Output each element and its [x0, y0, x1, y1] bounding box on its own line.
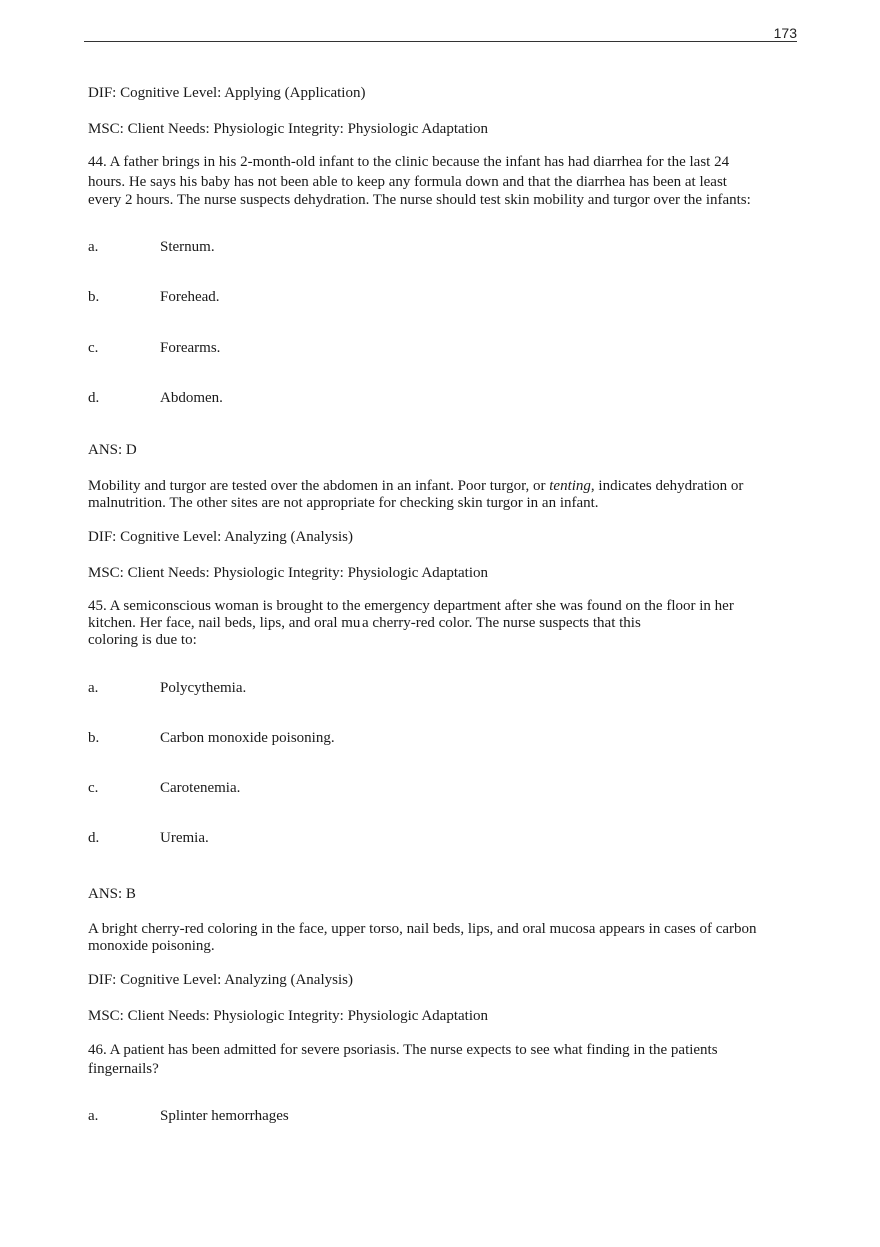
question-44-stem-line-3: every 2 hours. The nurse suspects dehydration. The nurse should test skin mobility and turgor over the infants:: [88, 192, 751, 208]
option-text: Splinter hemorrhages: [160, 1108, 289, 1124]
option-text: Sternum.: [160, 239, 215, 255]
rationale-text: Mobility and turgor are tested over the abdomen in an infant. Poor turgor, or: [88, 478, 550, 494]
option-text: Polycythemia.: [160, 680, 247, 696]
question-44-stem-line-2: hours. He says his baby has not been able to keep any formula down and that the diarrhea has been at least: [88, 174, 727, 190]
option-letter: d.: [88, 830, 100, 846]
option-letter: b.: [88, 289, 100, 305]
question-44-stem-line-1: 44. A father brings in his 2-month-old infant to the clinic because the infant has had diarrhea for the last 24: [88, 154, 730, 170]
option-text: Carotenemia.: [160, 780, 241, 796]
msc-line: MSC: Client Needs: Physiologic Integrity: Physiologic Adaptation: [88, 565, 488, 581]
msc-line: MSC: Client Needs: Physiologic Integrity: Physiologic Adaptation: [88, 121, 488, 137]
rationale-44-line-2: malnutrition. The other sites are not appropriate for checking skin turgor in an infant.: [88, 495, 599, 511]
option-text: Forearms.: [160, 340, 221, 356]
stem-fragment: kitchen. Her face, nail beds, lips, and oral mu: [88, 615, 361, 631]
option-text: Abdomen.: [160, 390, 223, 406]
question-46-stem-line-2: fingernails?: [88, 1061, 159, 1077]
dif-line: DIF: Cognitive Level: Applying (Application): [88, 85, 366, 101]
option-letter: c.: [88, 340, 99, 356]
msc-line: MSC: Client Needs: Physiologic Integrity: Physiologic Adaptation: [88, 1008, 488, 1024]
question-45-stem-line-3: coloring is due to:: [88, 632, 197, 648]
rationale-45-line-1: A bright cherry-red coloring in the face, upper torso, nail beds, lips, and oral mucosa appears in cases of carbon: [88, 921, 757, 937]
rationale-45-line-2: monoxide poisoning.: [88, 938, 215, 954]
option-letter: a.: [88, 1108, 99, 1124]
rationale-text: , indicates dehydration or: [590, 478, 744, 494]
rationale-44-line-1: [88, 477, 743, 495]
answer-44: ANS: D: [88, 442, 137, 458]
rationale-emphasis: tenting: [549, 478, 591, 494]
question-45-stem-line-2: [0, 614, 880, 632]
option-letter: a.: [88, 239, 99, 255]
question-46-stem-line-1: 46. A patient has been admitted for severe psoriasis. The nurse expects to see what finding in the patients: [88, 1042, 718, 1058]
option-text: Forehead.: [160, 289, 220, 305]
dif-line: DIF: Cognitive Level: Analyzing (Analysis): [88, 972, 353, 988]
option-letter: b.: [88, 730, 100, 746]
answer-45: ANS: B: [88, 886, 136, 902]
stem-fragment: a cherry-red color. The nurse suspects that this: [362, 615, 641, 631]
page-number: 173: [773, 25, 797, 41]
option-text: Uremia.: [160, 830, 209, 846]
question-45-stem-line-1: 45. A semiconscious woman is brought to the emergency department after she was found on the floor in her: [88, 598, 734, 614]
option-text: Carbon monoxide poisoning.: [160, 730, 335, 746]
option-letter: c.: [88, 780, 99, 796]
option-letter: d.: [88, 390, 100, 406]
dif-line: DIF: Cognitive Level: Analyzing (Analysis): [88, 529, 353, 545]
header-rule: [84, 41, 797, 42]
option-letter: a.: [88, 680, 99, 696]
